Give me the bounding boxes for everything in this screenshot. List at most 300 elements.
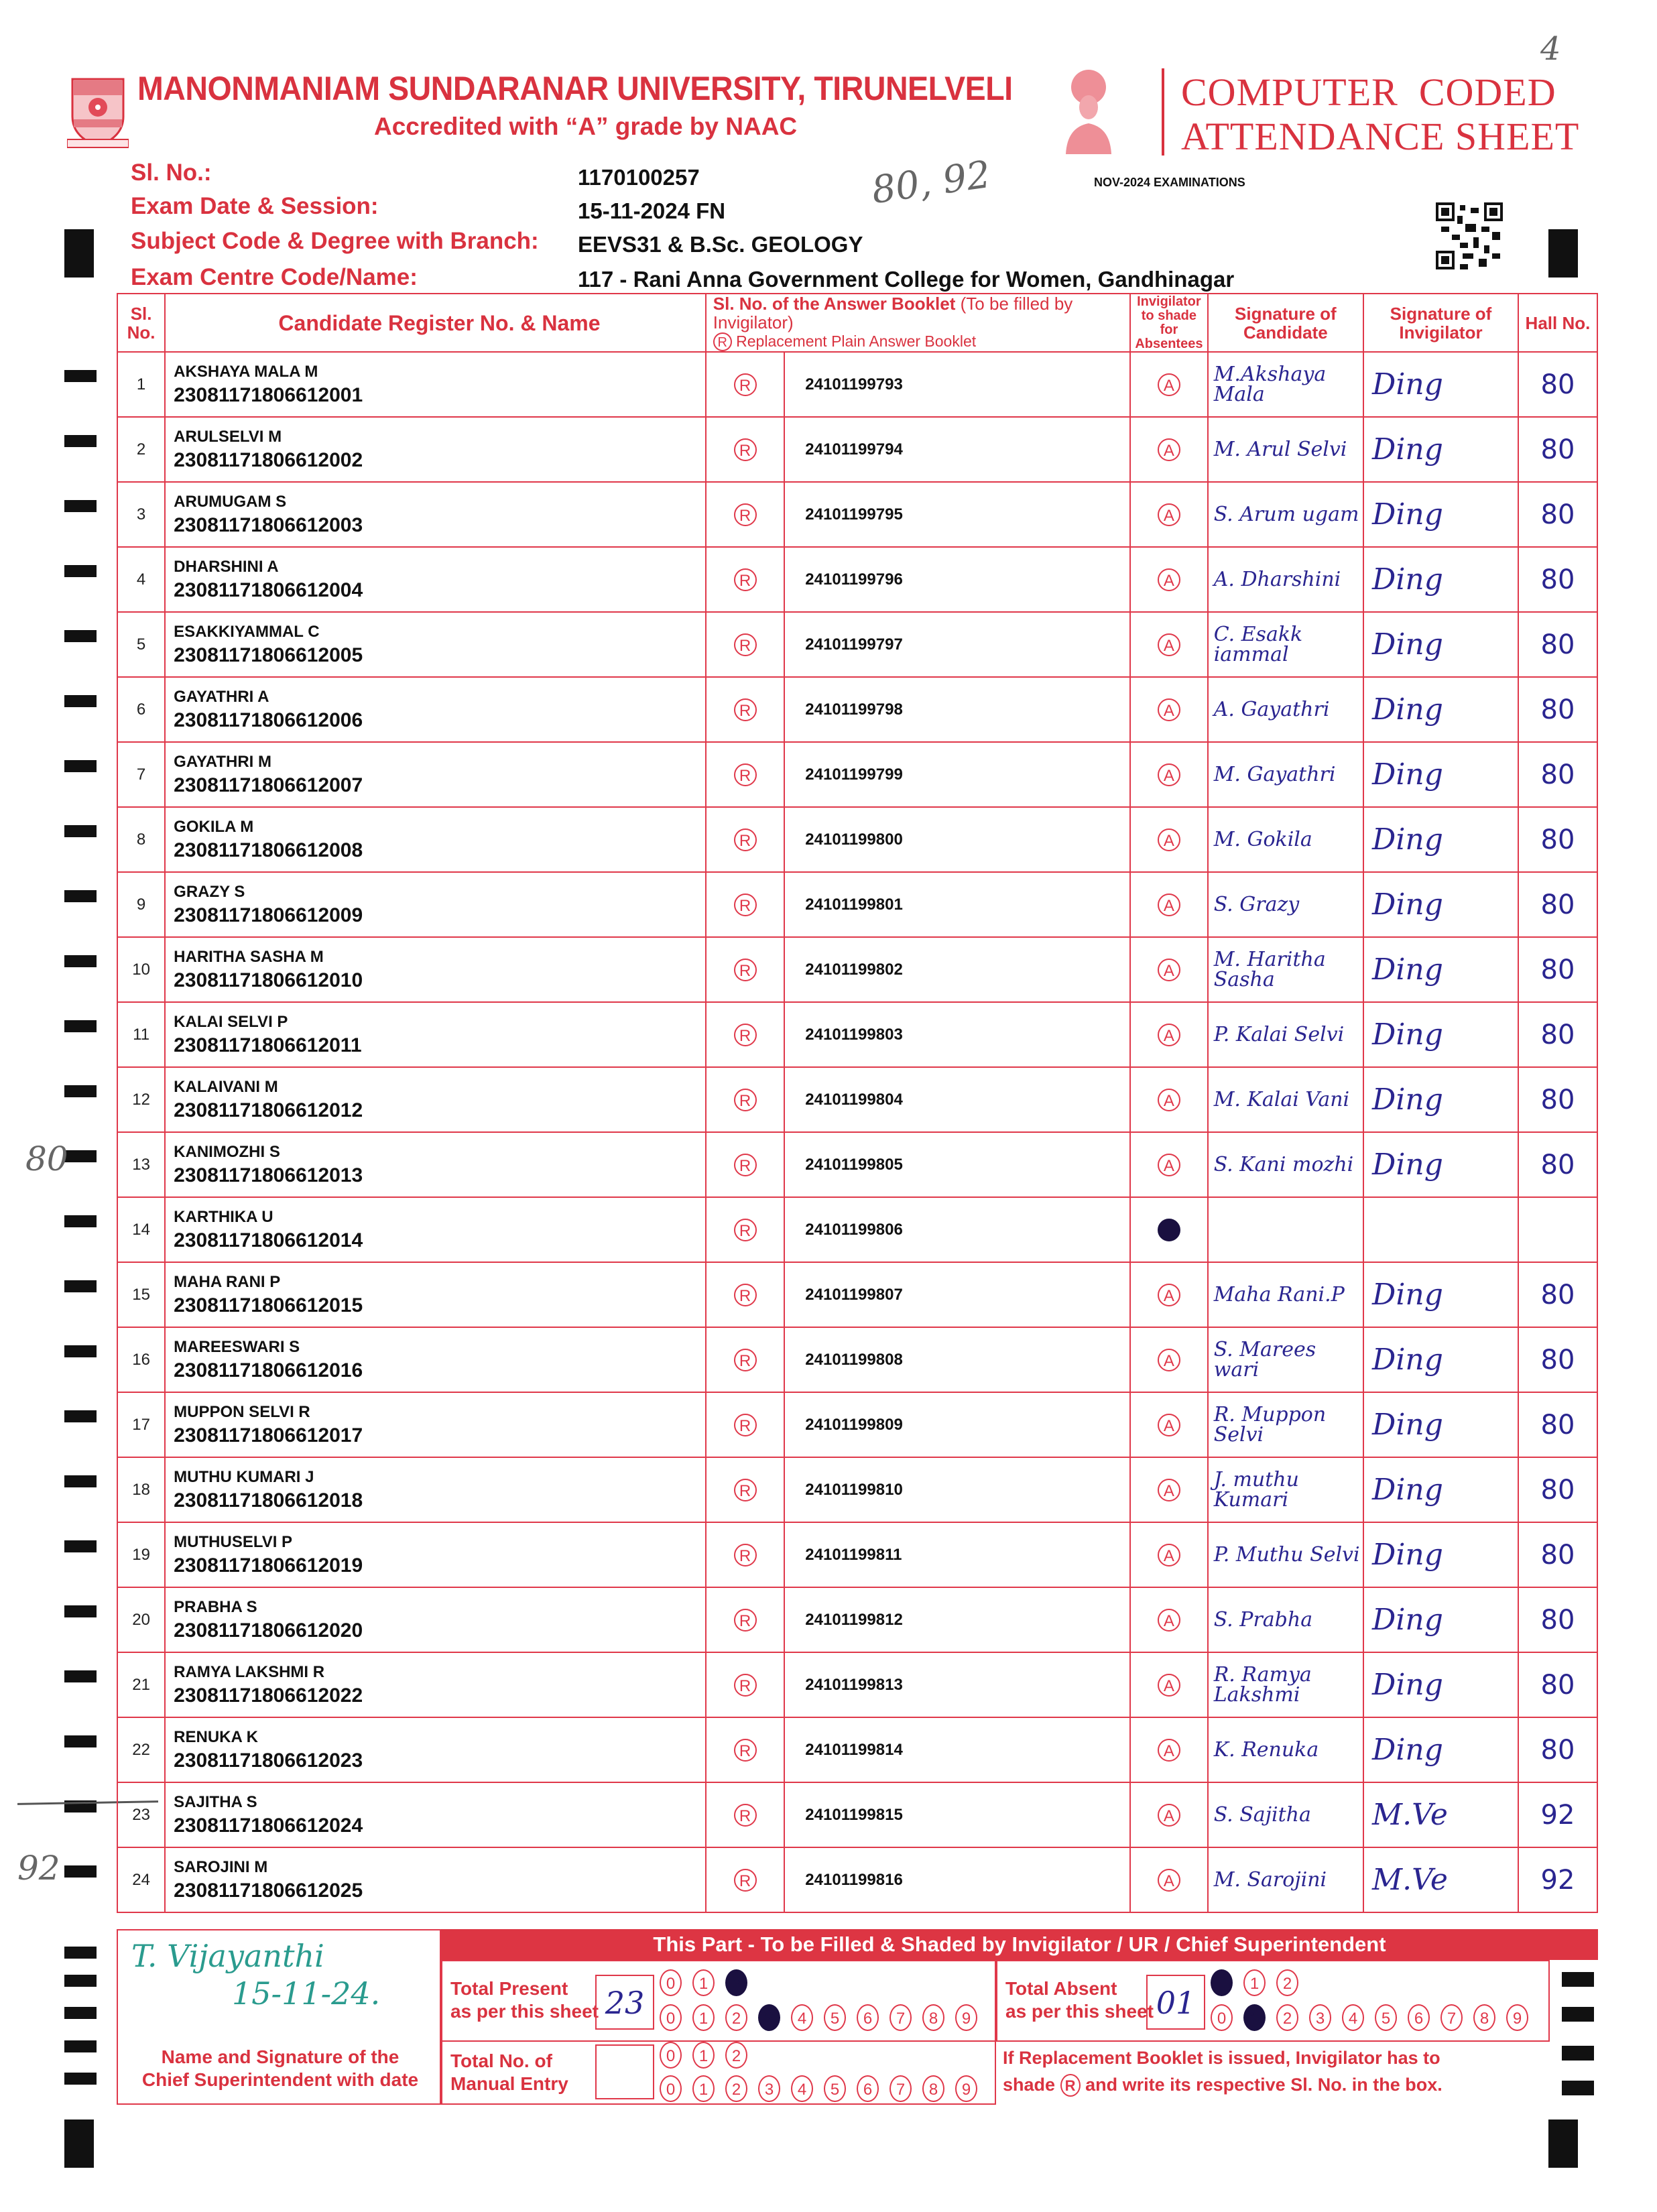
registration-mark	[1548, 2119, 1578, 2168]
candidate-cell	[165, 1262, 706, 1327]
table-row	[117, 547, 1597, 612]
replacement-bubble[interactable]: R	[734, 959, 757, 981]
candidate-signature	[1208, 1392, 1363, 1457]
row-sl-no: 4	[117, 547, 165, 612]
timing-mark	[64, 695, 97, 707]
invigilator-signature-text: M.Ve	[1372, 1863, 1448, 1897]
digit-bubble[interactable]: 1	[692, 2004, 715, 2031]
candidate-cell	[165, 1652, 706, 1717]
timing-mark	[64, 435, 97, 447]
manual-entry-value[interactable]	[595, 2044, 654, 2099]
table-row	[117, 352, 1597, 417]
digit-bubble[interactable]: 2	[1276, 1969, 1298, 1996]
timing-mark	[1562, 2007, 1594, 2022]
digit-bubble[interactable]: 7	[889, 2075, 912, 2102]
absent-cell	[1130, 1197, 1208, 1262]
digit-bubble[interactable]: 5	[824, 2004, 846, 2031]
candidate-signature-text: S. Prabha	[1213, 1607, 1313, 1632]
hall-number-text: 80	[1540, 1019, 1575, 1050]
row-sl-no: 6	[117, 677, 165, 742]
replacement-bubble[interactable]: R	[734, 1349, 757, 1371]
register-number: 23081171806612010	[174, 969, 363, 991]
replacement-cell	[706, 1782, 785, 1847]
digit-bubble[interactable]: 3	[1309, 2004, 1331, 2031]
candidate-signature	[1208, 612, 1363, 677]
digit-bubble[interactable]: 4	[791, 2075, 813, 2102]
digit-bubble[interactable]: 1	[692, 2042, 715, 2069]
invigilator-signature	[1363, 1717, 1518, 1782]
replacement-bubble[interactable]: R	[734, 1024, 757, 1046]
digit-bubble[interactable]: 1	[1243, 2004, 1266, 2031]
header-candidate: Candidate Register No. & Name	[165, 294, 706, 352]
digit-bubble[interactable]: 1	[1243, 1969, 1266, 1996]
invigilator-signature-text: Ding	[1372, 1733, 1443, 1767]
timing-mark	[64, 1215, 97, 1227]
replacement-cell	[706, 352, 785, 417]
timing-mark	[64, 1410, 97, 1422]
hall-number	[1518, 1132, 1597, 1197]
digit-bubble[interactable]: 9	[1506, 2004, 1528, 2031]
digit-bubble[interactable]: 0	[1211, 2004, 1233, 2031]
replacement-cell	[706, 807, 785, 872]
timing-mark	[64, 1947, 97, 1959]
replacement-cell	[706, 547, 785, 612]
candidate-signature	[1208, 352, 1363, 417]
hall-number	[1518, 612, 1597, 677]
absent-cell	[1130, 1782, 1208, 1847]
candidate-cell	[165, 1327, 706, 1392]
hall-number	[1518, 1457, 1597, 1522]
absent-bubble[interactable]: A	[1158, 1609, 1180, 1632]
candidate-name: SAROJINI M	[174, 1857, 268, 1876]
replacement-instruction	[1003, 2044, 1443, 2098]
timing-mark	[64, 2040, 97, 2052]
replacement-bubble[interactable]: R	[734, 1154, 757, 1176]
candidate-cell	[165, 417, 706, 482]
invigilator-signature-text: Ding	[1372, 627, 1443, 662]
replacement-cell	[706, 1327, 785, 1392]
subject-value: EEVS31 & B.Sc. GEOLOGY	[578, 232, 863, 257]
row-sl-no: 14	[117, 1197, 165, 1262]
header-absentee: Invigilator to shade for Absentees	[1130, 294, 1208, 352]
candidate-name: GAYATHRI A	[174, 687, 269, 706]
candidate-signature-text: C. Esakk iammal	[1213, 622, 1303, 666]
candidate-signature	[1208, 677, 1363, 742]
table-row	[117, 1717, 1597, 1782]
candidate-signature	[1208, 482, 1363, 547]
answer-booklet-number: 24101199800	[784, 807, 1130, 872]
candidate-name: GOKILA M	[174, 817, 254, 836]
digit-bubble[interactable]: 7	[889, 2004, 912, 2031]
absent-cell	[1130, 1522, 1208, 1587]
absent-cell	[1130, 612, 1208, 677]
hall-number-text: 80	[1540, 1409, 1575, 1440]
hall-number	[1518, 1392, 1597, 1457]
table-row	[117, 1392, 1597, 1457]
invigilator-signature-text: Ding	[1372, 1278, 1443, 1312]
replacement-cell	[706, 1652, 785, 1717]
replacement-bubble[interactable]: R	[734, 633, 757, 656]
absent-bubble[interactable]: A	[1158, 568, 1180, 591]
absent-bubble[interactable]: A	[1158, 1674, 1180, 1697]
replacement-cell	[706, 1587, 785, 1652]
invigilator-signature-text: Ding	[1372, 953, 1443, 987]
header-booklet-note: (To be filled by Invigilator)	[713, 294, 1073, 332]
absent-bubble[interactable]: A	[1158, 894, 1180, 916]
register-number: 23081171806612024	[174, 1814, 363, 1837]
manual-tens-bubbles	[660, 2042, 747, 2069]
registration-mark	[1548, 229, 1578, 278]
row-sl-no: 22	[117, 1717, 165, 1782]
hall-number	[1518, 872, 1597, 937]
centre-label: Exam Centre Code/Name:	[131, 264, 418, 290]
invigilator-signature	[1363, 1262, 1518, 1327]
hall-number	[1518, 482, 1597, 547]
hall-number-text: 80	[1540, 694, 1575, 725]
hall-number	[1518, 1782, 1597, 1847]
replacement-bubble[interactable]: R	[734, 1869, 757, 1892]
digit-bubble[interactable]: 3	[758, 2004, 780, 2031]
replacement-cell	[706, 1002, 785, 1067]
register-number: 23081171806612013	[174, 1164, 363, 1186]
timing-mark	[64, 825, 97, 837]
candidate-signature	[1208, 1717, 1363, 1782]
replacement-bubble[interactable]: R	[734, 1414, 757, 1436]
total-absent-label	[1005, 1977, 1154, 2023]
candidate-signature	[1208, 1262, 1363, 1327]
timing-mark	[1562, 1972, 1594, 1987]
hall-number	[1518, 1717, 1597, 1782]
absent-bubble[interactable]: A	[1158, 1414, 1180, 1436]
invigilator-signature-text: Ding	[1372, 1148, 1443, 1182]
total-present-label	[450, 1977, 599, 2023]
candidate-signature-text: R. Ramya Lakshmi	[1213, 1662, 1312, 1707]
candidate-signature	[1208, 1847, 1363, 1912]
table-row	[117, 1587, 1597, 1652]
answer-booklet-number: 24101199793	[784, 352, 1130, 417]
replacement-bubble[interactable]: R	[734, 1089, 757, 1111]
invigilator-signature-text: Ding	[1372, 1343, 1443, 1377]
attendance-table	[117, 293, 1598, 1913]
digit-bubble[interactable]: 4	[791, 2004, 813, 2031]
candidate-signature	[1208, 807, 1363, 872]
digit-bubble[interactable]: 2	[725, 1969, 747, 1996]
answer-booklet-number: 24101199806	[784, 1197, 1130, 1262]
absent-bubble[interactable]: A	[1158, 1804, 1180, 1827]
replacement-bubble[interactable]: R	[734, 1219, 757, 1241]
digit-bubble[interactable]: 0	[660, 2042, 682, 2069]
header-booklet	[706, 294, 1130, 352]
hall-number-text: 80	[1540, 824, 1575, 855]
absent-cell	[1130, 1587, 1208, 1652]
candidate-cell	[165, 1132, 706, 1197]
invigilator-signature-text: Ding	[1372, 822, 1443, 857]
absent-cell	[1130, 1457, 1208, 1522]
timing-mark	[64, 565, 97, 577]
absent-cell	[1130, 352, 1208, 417]
absent-bubble[interactable]: A	[1158, 1284, 1180, 1306]
absent-bubble[interactable]: A	[1158, 1869, 1180, 1892]
invigilator-summary-section	[117, 1929, 1598, 2110]
replacement-bubble[interactable]: R	[734, 828, 757, 851]
cs-label-line2: Chief Superintendent with date	[141, 2069, 419, 2090]
hall-number	[1518, 677, 1597, 742]
total-present-label-line2: as per this sheet	[450, 2001, 599, 2022]
replacement-bubble[interactable]: R	[734, 1284, 757, 1306]
digit-bubble[interactable]: 0	[660, 2075, 682, 2102]
candidate-signature-text: R. Muppon Selvi	[1213, 1402, 1327, 1447]
table-row	[117, 1197, 1597, 1262]
row-sl-no: 24	[117, 1847, 165, 1912]
replacement-bubble[interactable]: R	[734, 503, 757, 526]
replacement-bubble[interactable]: R	[734, 1674, 757, 1697]
cs-label-line1: Name and Signature of the	[161, 2046, 400, 2067]
absent-bubble[interactable]: A	[1158, 1349, 1180, 1371]
row-sl-no: 15	[117, 1262, 165, 1327]
digit-bubble[interactable]: 5	[1375, 2004, 1397, 2031]
absent-bubble[interactable]: A	[1158, 959, 1180, 981]
hall-number	[1518, 1002, 1597, 1067]
digit-bubble[interactable]: 8	[922, 2075, 944, 2102]
timing-mark	[64, 760, 97, 772]
present-tens-bubbles	[660, 1969, 747, 1996]
table-row	[117, 677, 1597, 742]
candidate-cell	[165, 1002, 706, 1067]
absent-bubble[interactable]: A	[1158, 1479, 1180, 1501]
hall-number	[1518, 1847, 1597, 1912]
total-absent-box	[996, 1960, 1550, 2042]
header-sig-invigilator: Signature of Invigilator	[1363, 294, 1518, 352]
timing-mark	[64, 500, 97, 512]
timing-mark	[64, 1975, 97, 1987]
digit-bubble[interactable]: 2	[725, 2042, 747, 2069]
digit-bubble[interactable]: 9	[955, 2004, 977, 2031]
replacement-cell	[706, 1262, 785, 1327]
digit-bubble[interactable]: 2	[725, 2004, 747, 2031]
header-divider	[1162, 68, 1164, 156]
absent-cell	[1130, 937, 1208, 1002]
replacement-cell	[706, 417, 785, 482]
table-row	[117, 1522, 1597, 1587]
answer-booklet-number: 24101199804	[784, 1067, 1130, 1132]
register-number: 23081171806612019	[174, 1554, 363, 1577]
candidate-cell	[165, 1717, 706, 1782]
absent-bubble[interactable]: A	[1158, 828, 1180, 851]
absent-bubble[interactable]: A	[1158, 373, 1180, 396]
absent-bubble[interactable]: A	[1158, 763, 1180, 786]
invigilator-signature-text: Ding	[1372, 1603, 1443, 1637]
absent-bubble[interactable]: A	[1158, 438, 1180, 461]
replacement-bubble[interactable]: R	[734, 894, 757, 916]
candidate-cell	[165, 677, 706, 742]
register-number: 23081171806612016	[174, 1359, 363, 1381]
register-number: 23081171806612008	[174, 839, 363, 861]
absent-bubble[interactable]: A	[1158, 1219, 1180, 1241]
header-booklet-main: Sl. No. of the Answer Booklet	[713, 294, 956, 314]
note-line2-pre: shade	[1003, 2075, 1056, 2095]
candidate-signature-text: M. Gokila	[1213, 827, 1312, 851]
candidate-signature-text: S. Marees wari	[1213, 1337, 1316, 1381]
answer-booklet-number: 24101199814	[784, 1717, 1130, 1782]
timing-mark	[64, 1670, 97, 1682]
candidate-name: MUTHU KUMARI J	[174, 1467, 314, 1486]
hall-number-text: 80	[1540, 1734, 1575, 1766]
digit-bubble[interactable]: 3	[758, 2075, 780, 2102]
row-sl-no: 1	[117, 352, 165, 417]
candidate-cell	[165, 1197, 706, 1262]
digit-bubble[interactable]: 5	[824, 2075, 846, 2102]
replacement-bubble[interactable]: R	[734, 698, 757, 721]
header-sig-candidate: Signature of Candidate	[1208, 294, 1363, 352]
hall-number	[1518, 1652, 1597, 1717]
answer-booklet-number: 24101199799	[784, 742, 1130, 807]
candidate-name: DHARSHINI A	[174, 557, 279, 576]
digit-bubble[interactable]: 1	[692, 2075, 715, 2102]
invigilator-signature-text: Ding	[1372, 692, 1443, 727]
row-sl-no: 11	[117, 1002, 165, 1067]
header-hall-no: Hall No.	[1518, 294, 1597, 352]
candidate-name: ESAKKIYAMMAL C	[174, 622, 320, 641]
candidate-signature	[1208, 1457, 1363, 1522]
table-row	[117, 1847, 1597, 1912]
answer-booklet-number: 24101199811	[784, 1522, 1130, 1587]
candidate-name: GAYATHRI M	[174, 752, 271, 771]
timing-mark	[64, 630, 97, 642]
replacement-bubble[interactable]: R	[734, 1804, 757, 1827]
invigilator-signature	[1363, 1587, 1518, 1652]
centre-value: 117 - Rani Anna Government College for Women, Gandhinagar	[578, 267, 1235, 292]
digit-bubble[interactable]: 8	[922, 2004, 944, 2031]
digit-bubble[interactable]: 1	[692, 1969, 715, 1996]
invigilator-signature-text: Ding	[1372, 367, 1443, 402]
replacement-bubble[interactable]: R	[734, 373, 757, 396]
invigilator-signature	[1363, 1847, 1518, 1912]
replacement-bubble[interactable]: R	[734, 763, 757, 786]
replacement-bubble[interactable]: R	[734, 1479, 757, 1501]
digit-bubble[interactable]: 6	[857, 2075, 879, 2102]
candidate-name: SAJITHA S	[174, 1792, 257, 1811]
replacement-cell	[706, 482, 785, 547]
digit-bubble[interactable]: 0	[660, 2004, 682, 2031]
header-booklet-sub: Replacement Plain Answer Booklet	[736, 332, 977, 350]
table-row	[117, 1652, 1597, 1717]
absent-bubble[interactable]: A	[1158, 633, 1180, 656]
hall-number-text: 80	[1540, 629, 1575, 660]
candidate-cell	[165, 612, 706, 677]
note-line1: If Replacement Booklet is issued, Invigilator has to	[1003, 2048, 1440, 2068]
replacement-bubble[interactable]: R	[734, 438, 757, 461]
candidate-name: ARUMUGAM S	[174, 492, 287, 511]
register-number: 23081171806612006	[174, 709, 363, 731]
candidate-cell	[165, 482, 706, 547]
invigilator-signature-text: M.Ve	[1372, 1798, 1448, 1832]
invigilator-signature-text: Ding	[1372, 757, 1443, 792]
candidate-name: PRABHA S	[174, 1597, 257, 1616]
total-absent-value[interactable]: 01	[1146, 1975, 1205, 2030]
digit-bubble[interactable]: 4	[1342, 2004, 1364, 2031]
absent-cell	[1130, 742, 1208, 807]
invigilator-signature	[1363, 612, 1518, 677]
absent-bubble[interactable]: A	[1158, 1154, 1180, 1176]
digit-bubble[interactable]: 6	[857, 2004, 879, 2031]
digit-bubble[interactable]: 9	[955, 2075, 977, 2102]
digit-bubble[interactable]: 2	[725, 2075, 747, 2102]
replacement-cell	[706, 872, 785, 937]
absent-cell	[1130, 482, 1208, 547]
margin-note-92: 92	[17, 1849, 60, 1888]
hall-number-text: 80	[1540, 499, 1575, 530]
absent-bubble[interactable]: A	[1158, 1089, 1180, 1111]
register-number: 23081171806612005	[174, 643, 363, 666]
replacement-cell	[706, 1457, 785, 1522]
digit-bubble[interactable]: 7	[1440, 2004, 1463, 2031]
table-row	[117, 1457, 1597, 1522]
replacement-bubble[interactable]: R	[734, 1544, 757, 1566]
replacement-cell	[706, 1392, 785, 1457]
chief-superintendent-label	[118, 2046, 442, 2091]
invigilator-signature	[1363, 1782, 1518, 1847]
cs-signature-date: 15-11-24.	[232, 1975, 381, 2012]
table-row	[117, 1327, 1597, 1392]
digit-bubble[interactable]: 0	[1211, 1969, 1233, 1996]
total-present-label-line1: Total Present	[450, 1978, 568, 1999]
candidate-cell	[165, 1847, 706, 1912]
candidate-name: MAHA RANI P	[174, 1272, 281, 1291]
candidate-signature-text: S. Kani mozhi	[1213, 1152, 1354, 1176]
replacement-cell	[706, 1132, 785, 1197]
replacement-bubble[interactable]: R	[734, 568, 757, 591]
timing-mark	[64, 1865, 97, 1878]
digit-bubble[interactable]: 6	[1408, 2004, 1430, 2031]
table-row	[117, 1782, 1597, 1847]
replacement-bubble[interactable]: R	[734, 1739, 757, 1762]
replacement-cell	[706, 1067, 785, 1132]
registration-mark	[64, 2119, 94, 2168]
answer-booklet-number: 24101199815	[784, 1782, 1130, 1847]
absent-cell	[1130, 417, 1208, 482]
digit-bubble[interactable]: 2	[1276, 2004, 1298, 2031]
replacement-cell	[706, 742, 785, 807]
absent-cell	[1130, 677, 1208, 742]
row-sl-no: 21	[117, 1652, 165, 1717]
absent-bubble[interactable]: A	[1158, 1544, 1180, 1566]
invigilator-signature-text: Ding	[1372, 432, 1443, 467]
candidate-name: MUTHUSELVI P	[174, 1532, 293, 1551]
founder-portrait	[1064, 67, 1113, 154]
absent-bubble[interactable]: A	[1158, 503, 1180, 526]
answer-booklet-number: 24101199795	[784, 482, 1130, 547]
absent-bubble[interactable]: A	[1158, 698, 1180, 721]
cs-signature-name: T. Vijayanthi	[131, 1938, 324, 1974]
candidate-signature-text: K. Renuka	[1213, 1737, 1319, 1762]
register-number: 23081171806612004	[174, 578, 363, 601]
invigilator-signature	[1363, 547, 1518, 612]
row-sl-no: 20	[117, 1587, 165, 1652]
answer-booklet-number: 24101199803	[784, 1002, 1130, 1067]
replacement-bubble[interactable]: R	[734, 1609, 757, 1632]
hall-number	[1518, 1262, 1597, 1327]
absent-bubble[interactable]: A	[1158, 1024, 1180, 1046]
timing-mark	[64, 2007, 97, 2019]
absent-units-bubbles	[1211, 2004, 1528, 2031]
replacement-cell	[706, 1522, 785, 1587]
digit-bubble[interactable]: 8	[1473, 2004, 1495, 2031]
absent-bubble[interactable]: A	[1158, 1739, 1180, 1762]
digit-bubble[interactable]: 0	[660, 1969, 682, 1996]
candidate-signature	[1208, 1132, 1363, 1197]
total-present-value[interactable]: 23	[595, 1975, 654, 2030]
header-sl-no: Sl. No.	[117, 294, 165, 352]
